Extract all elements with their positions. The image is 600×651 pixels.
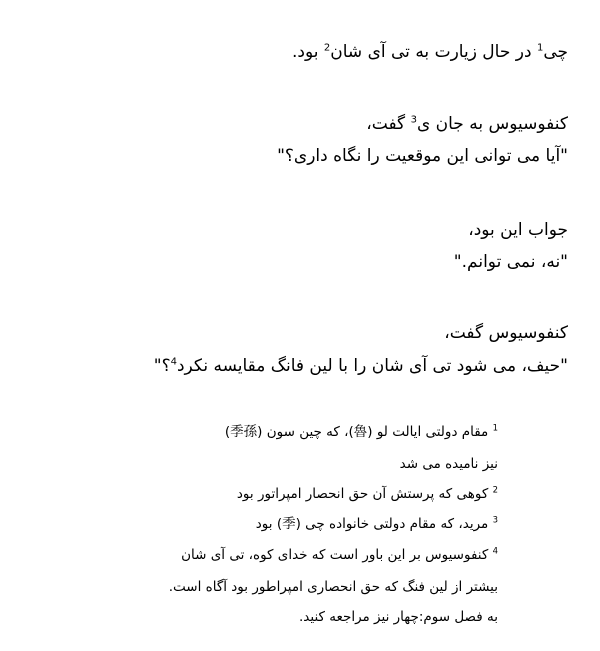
footnote-1-text-c: ) (224, 424, 231, 440)
footnote-1-continued: نیز نامیده می شد (399, 456, 498, 472)
footnote-2-text: کوهی که پرستش آن حق انحصار امپراتور بود (236, 486, 493, 502)
text-confucius-said-2: کنفوسیوس گفت، (444, 323, 568, 343)
text-lament-end: ؟" (153, 356, 171, 376)
footnote-3-text-a: مرید، که مقام دولتی خانواده چی ( (295, 516, 493, 532)
quote-lament (154, 355, 568, 377)
footnote-2 (237, 485, 498, 503)
footnote-2-number: 2 (492, 485, 498, 496)
footnote-1-number: 1 (492, 423, 498, 434)
footnote-1-chinese-jisun: 季孫 (230, 424, 258, 440)
footnote-1-text-b: )، که چین سون ( (257, 424, 354, 440)
quote-answer: "نه، نمی توانم." (453, 252, 568, 272)
footnote-1 (225, 423, 498, 441)
text-said: گفت، (366, 114, 411, 134)
footnote-1-chinese-lu: 魯 (353, 424, 368, 440)
text-answer-intro: جواب این بود، (468, 220, 568, 240)
footnote-ref-2[interactable]: 2 (323, 42, 331, 54)
paragraph-confucius-said (366, 113, 568, 135)
text-lament: "حیف، می شود تی آی شان را با لین فانگ مقایسه نکرد (176, 356, 568, 376)
footnote-4-continued-1: بیشتر از لین فنگ که حق انحصاری امپراطور بود آگاه است. (168, 579, 498, 595)
text-confucius-to: کنفوسیوس به جان ی (416, 114, 568, 134)
text-visit: در حال زیارت به تی آی شان (330, 42, 537, 62)
footnote-3 (256, 515, 498, 533)
footnote-ref-1[interactable]: 1 (536, 42, 544, 54)
footnote-3-chinese-ji: 季 (282, 516, 296, 532)
footnote-4-number: 4 (492, 546, 498, 557)
footnote-ref-3[interactable]: 3 (410, 114, 417, 126)
footnote-4 (181, 546, 498, 564)
footnote-3-number: 3 (492, 515, 498, 526)
footnote-4-text: کنفوسیوس بر این باور است که خدای کوه، تی آی شان (181, 547, 493, 563)
text-chi: چی (543, 42, 568, 62)
text-visit-end: بود. (291, 42, 324, 62)
quote-question: "آیا می توانی این موقعیت را نگاه داری؟" (277, 146, 568, 166)
paragraph-visit (292, 41, 568, 63)
footnote-4-continued-2: به فصل سوم:چهار نیز مراجعه کنید. (299, 609, 498, 625)
footnote-3-text-b: ) بود (255, 516, 283, 532)
footnote-ref-4[interactable]: 4 (170, 356, 177, 368)
footnote-1-text-a: مقام دولتی ایالت لو ( (367, 424, 493, 440)
